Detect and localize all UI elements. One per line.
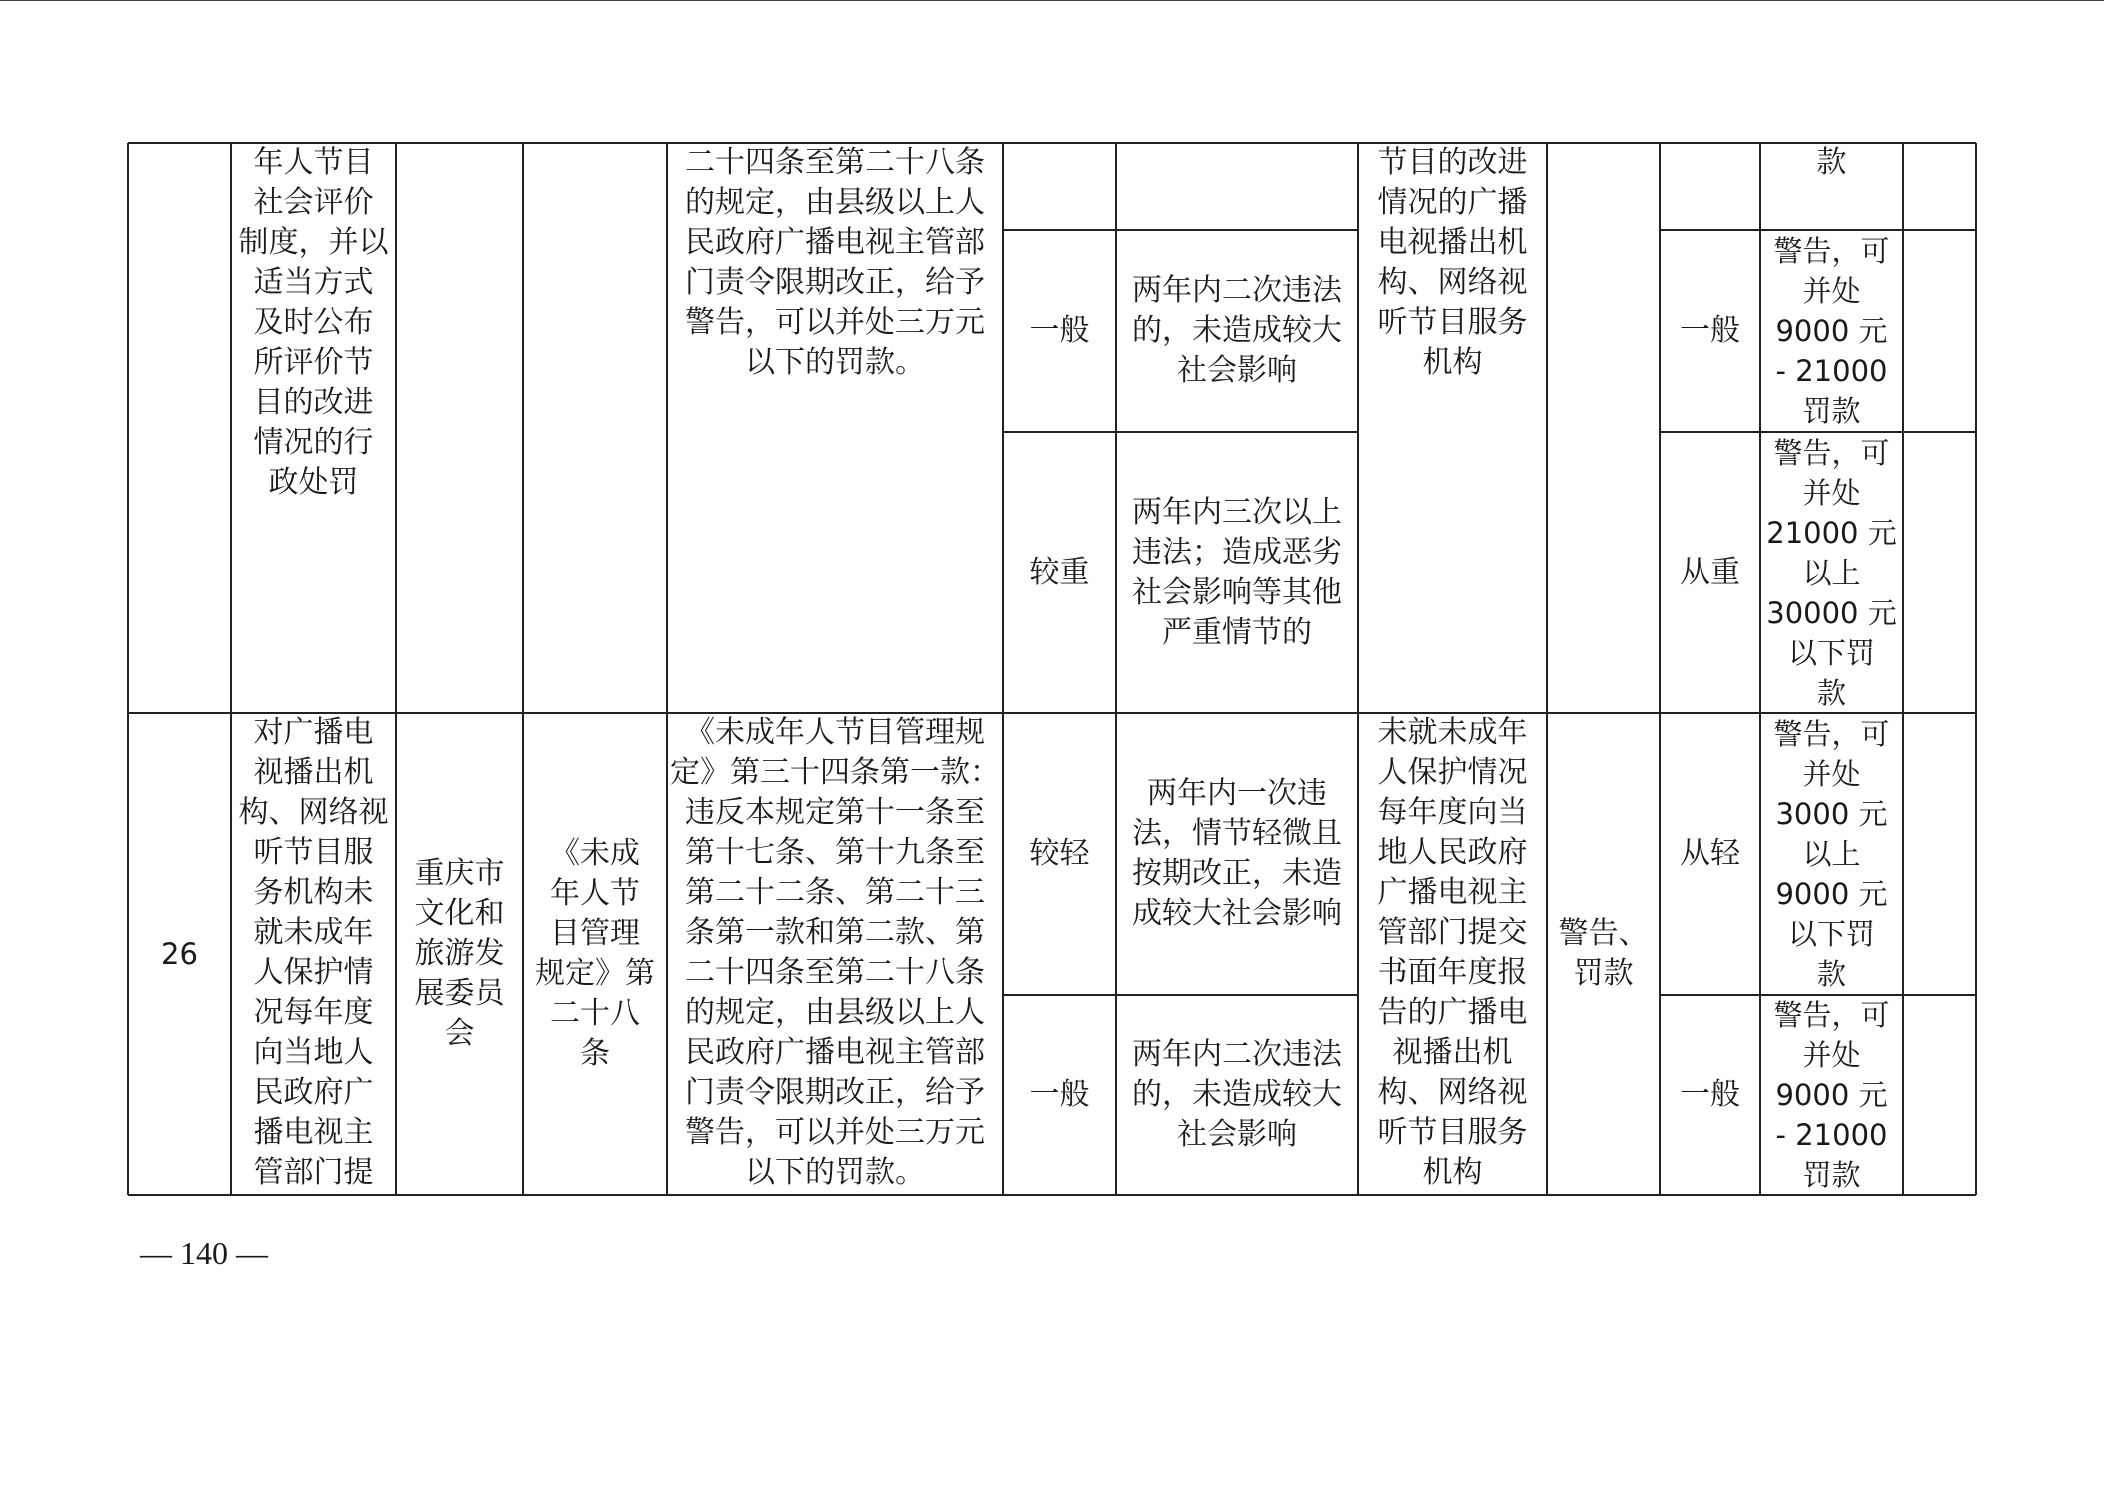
standard-line: 21000 元	[1766, 515, 1897, 550]
authority-line: 展委员	[414, 976, 505, 1011]
penalty-line: 条第一款和第二款、第	[685, 915, 985, 950]
cont-top-standard-line: 款	[1816, 145, 1847, 180]
subject-line: 机构	[1422, 1155, 1483, 1190]
row26-tier2-standard	[1760, 995, 1903, 1195]
page-number: — 140 —	[140, 1235, 268, 1271]
item-line: 播电视主	[253, 1115, 374, 1150]
circumstance-line: 法，情节轻微且	[1132, 816, 1342, 851]
standard-line: 警告，可	[1773, 234, 1890, 268]
basis-line: 《未成	[550, 836, 640, 871]
penalty-line: 以下的罚款。	[745, 1155, 925, 1190]
standard-line: 并处	[1802, 1038, 1861, 1072]
row26-basis-cell	[523, 713, 667, 1195]
row26-tier1-class	[1660, 713, 1760, 995]
cont-subject-line: 构、网络视	[1377, 265, 1528, 300]
subject-line: 每年度向当	[1377, 795, 1528, 830]
basis-line: 目管理	[550, 916, 640, 951]
authority-line: 旅游发	[414, 936, 505, 971]
subject-line: 地人民政府	[1377, 835, 1528, 870]
standard-line: 9000 元	[1775, 314, 1888, 348]
cont-item-line: 所评价节	[253, 345, 374, 380]
row26-tier2-circumstance	[1116, 995, 1358, 1195]
row26-item-cell	[231, 713, 396, 1195]
standard-line: 9000 元	[1775, 1078, 1888, 1112]
cont-penalty-line: 的规定，由县级以上人	[685, 185, 985, 220]
class-label: 从重	[1680, 554, 1740, 590]
cont-item-line: 社会评价	[253, 185, 374, 220]
standard-line: - 21000	[1775, 1118, 1888, 1152]
circumstance-line: 的，未造成较大	[1132, 1077, 1342, 1112]
cont-tier2-level	[1003, 432, 1116, 713]
circumstance-line: 两年内二次违法	[1132, 273, 1342, 308]
level-label: 较重	[1029, 554, 1090, 590]
cont-subject-cell	[1358, 143, 1547, 713]
row26-tier1-standard	[1760, 713, 1903, 995]
penalty-line: 《未成年人节目管理规	[685, 715, 985, 750]
circumstance-line: 两年内三次以上	[1132, 494, 1342, 530]
item-line: 构、网络视	[238, 795, 389, 830]
cont-penalty-line: 以下的罚款。	[745, 345, 925, 380]
row26-number	[128, 713, 231, 1195]
row26-tier1-level	[1003, 713, 1116, 995]
penalty-line: 警告，可以并处三万元	[685, 1115, 985, 1150]
circumstance-line: 的，未造成较大	[1132, 313, 1342, 348]
level-label: 较轻	[1029, 836, 1090, 871]
row26-subject-cell	[1358, 713, 1547, 1195]
item-line: 听节目服	[253, 835, 374, 870]
circumstance-line: 违法；造成恶劣	[1132, 534, 1342, 570]
subject-line: 视播出机	[1392, 1035, 1513, 1070]
subject-line: 人保护情况	[1377, 755, 1528, 790]
cont-subject-line: 机构	[1422, 345, 1483, 380]
subject-line: 未就未成年	[1377, 715, 1528, 750]
cont-item-line: 年人节目	[253, 145, 374, 180]
item-line: 视播出机	[253, 755, 374, 790]
standard-line: 警告，可	[1773, 717, 1890, 751]
standard-line: 以下罚	[1787, 635, 1875, 670]
cont-penalty-line: 警告，可以并处三万元	[685, 305, 985, 340]
circumstance-line: 严重情节的	[1162, 614, 1312, 650]
cont-top-standard-cell	[1760, 143, 1903, 230]
standard-line: 并处	[1802, 757, 1861, 791]
circumstance-line: 按期改正，未造	[1132, 856, 1342, 891]
circumstance-line: 两年内二次违法	[1132, 1037, 1342, 1072]
subject-line: 听节目服务	[1377, 1115, 1528, 1150]
subject-line: 构、网络视	[1377, 1075, 1528, 1110]
penalty-line: 违反本规定第十一条至	[685, 795, 985, 830]
standard-line: 警告，可	[1773, 435, 1890, 470]
cont-item-line: 制度，并以	[238, 225, 389, 260]
circumstance-line: 成较大社会影响	[1132, 896, 1342, 931]
item-line: 人保护情	[253, 955, 374, 990]
penalty-line: 门责令限期改正，给予	[685, 1075, 985, 1110]
circumstance-line: 社会影响	[1177, 1117, 1297, 1152]
penalty-line: 第二十二条、第二十三	[685, 875, 985, 910]
cont-item-line: 适当方式	[253, 265, 374, 300]
standard-line: 3000 元	[1775, 797, 1888, 831]
cont-tier2-standard	[1760, 432, 1903, 713]
standard-line: 并处	[1802, 475, 1861, 510]
cont-penalty-line: 民政府广播电视主管部	[685, 225, 985, 260]
penalty-line: 定》第三十四条第一款：	[670, 755, 1000, 790]
penalty-line: 第十七条、第十九条至	[685, 835, 985, 870]
subject-line: 书面年度报	[1377, 955, 1528, 990]
type-line: 罚款	[1573, 956, 1634, 991]
row26-authority-cell	[396, 713, 523, 1195]
authority-line: 重庆市	[414, 856, 505, 891]
item-line: 对广播电	[253, 715, 374, 750]
row-number: 26	[161, 937, 198, 971]
item-line: 务机构未	[253, 875, 374, 910]
circumstance-line: 两年内一次违	[1147, 776, 1327, 811]
row26-type-cell	[1547, 713, 1660, 1195]
class-label: 一般	[1680, 1077, 1740, 1112]
cont-item-cell	[231, 143, 396, 713]
level-label: 一般	[1029, 1077, 1090, 1112]
cont-tier1-level	[1003, 230, 1116, 432]
item-line: 况每年度	[253, 995, 374, 1030]
cont-subject-line: 电视播出机	[1377, 225, 1528, 260]
item-line: 民政府广	[253, 1075, 374, 1110]
standard-line: 警告，可	[1773, 998, 1890, 1032]
class-label: 从轻	[1680, 836, 1740, 871]
authority-line: 会	[444, 1016, 475, 1051]
circumstance-line: 社会影响等其他	[1132, 574, 1342, 610]
circumstance-line: 社会影响	[1177, 353, 1297, 388]
penalty-line: 的规定，由县级以上人	[685, 995, 985, 1030]
cont-item-line: 政处罚	[268, 465, 359, 500]
cont-tier2-circumstance	[1116, 432, 1358, 713]
standard-line: 以上	[1802, 837, 1861, 871]
basis-line: 规定》第	[535, 956, 655, 991]
basis-line: 条	[580, 1036, 610, 1071]
cont-subject-line: 节目的改进	[1377, 145, 1528, 180]
row26-tier1-circumstance	[1116, 713, 1358, 995]
cont-tier1-class	[1660, 230, 1760, 432]
cont-tier1-standard	[1760, 230, 1903, 432]
standard-line: 款	[1816, 957, 1846, 991]
level-label: 一般	[1029, 313, 1090, 348]
cont-tier1-circumstance	[1116, 230, 1358, 432]
type-line: 警告、	[1558, 916, 1649, 951]
row26-penalty-text-cell	[667, 713, 1003, 1195]
standard-line: 罚款	[1802, 1158, 1861, 1192]
row26-tier2-level	[1003, 995, 1116, 1195]
row26-tier2-class	[1660, 995, 1760, 1195]
item-line: 就未成年	[253, 915, 374, 950]
standard-line: 并处	[1802, 274, 1861, 308]
item-line: 向当地人	[253, 1035, 374, 1070]
cont-subject-line: 听节目服务	[1377, 305, 1528, 340]
cont-subject-line: 情况的广播	[1377, 185, 1528, 220]
subject-line: 管部门提交	[1377, 915, 1528, 950]
basis-line: 年人节	[550, 876, 640, 911]
authority-line: 文化和	[414, 896, 505, 931]
standard-line: - 21000	[1775, 354, 1888, 388]
item-line: 管部门提	[253, 1155, 374, 1190]
cont-item-line: 及时公布	[253, 305, 374, 340]
cont-item-line: 目的改进	[253, 385, 374, 420]
standard-line: 9000 元	[1775, 877, 1888, 911]
basis-line: 二十八	[550, 996, 640, 1031]
class-label: 一般	[1680, 313, 1740, 348]
subject-line: 告的广播电	[1377, 995, 1528, 1030]
penalty-line: 二十四条至第二十八条	[685, 955, 985, 990]
penalty-line: 民政府广播电视主管部	[685, 1035, 985, 1070]
cont-item-line: 情况的行	[253, 425, 374, 460]
cont-penalty-line: 门责令限期改正，给予	[685, 265, 985, 300]
standard-line: 罚款	[1802, 394, 1861, 428]
cont-tier2-class	[1660, 432, 1760, 713]
standard-line: 30000 元	[1766, 595, 1897, 630]
standard-line: 以上	[1802, 555, 1861, 590]
standard-line: 以下罚	[1787, 917, 1875, 951]
cont-penalty-line: 二十四条至第二十八条	[685, 145, 985, 180]
subject-line: 广播电视主	[1377, 875, 1528, 910]
standard-line: 款	[1816, 675, 1846, 710]
cont-penalty-text-cell	[667, 143, 1003, 713]
